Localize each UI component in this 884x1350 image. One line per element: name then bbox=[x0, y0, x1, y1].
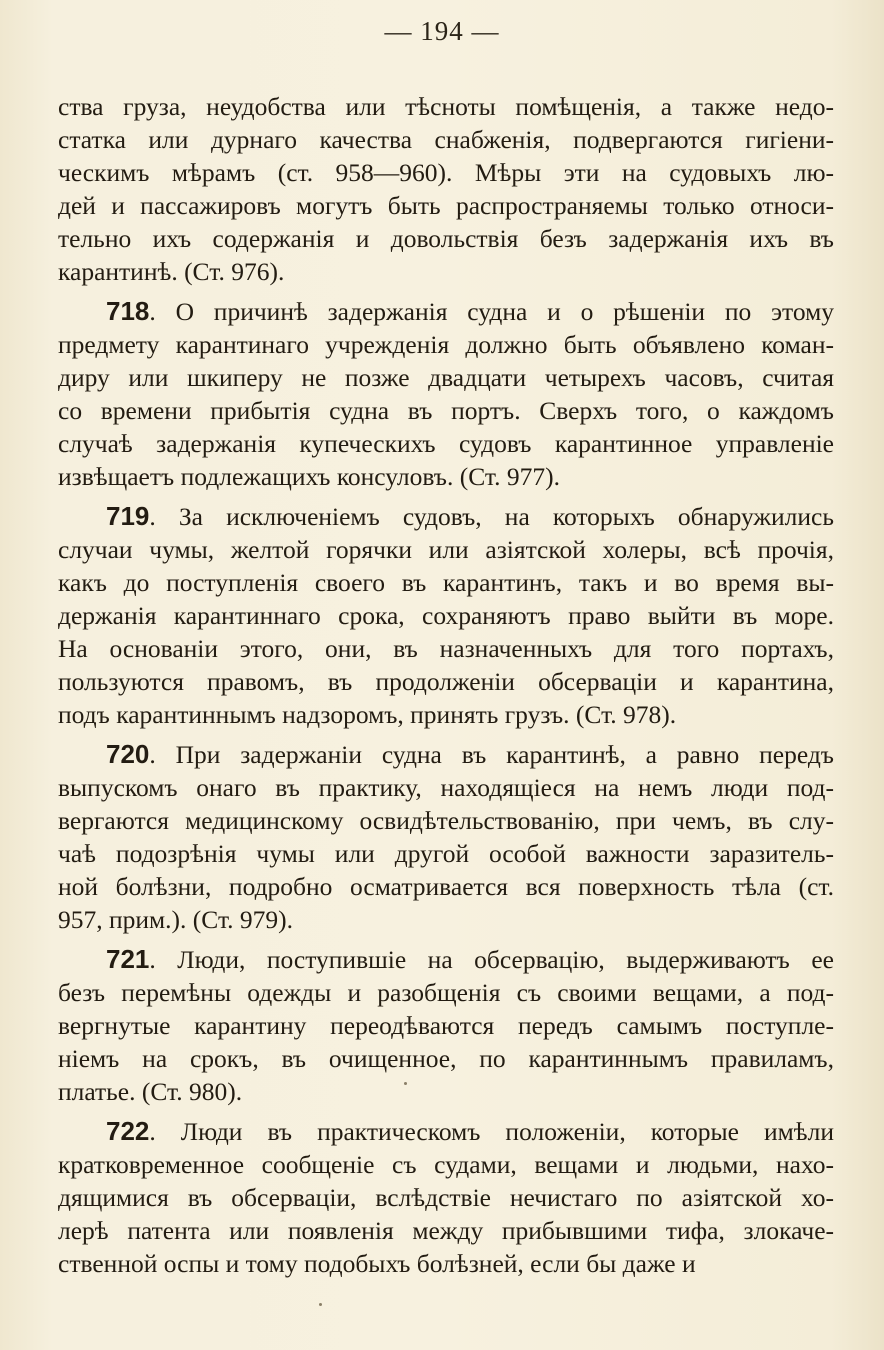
line-text: тельно ихъ содержанія и довольствія безъ задержанія ихъ въ bbox=[58, 224, 834, 253]
text-line bbox=[58, 222, 834, 255]
line-text: 957, прим.). (Ст. 979). bbox=[58, 905, 294, 934]
text-line bbox=[58, 500, 834, 533]
line-text: безъ перемѣны одежды и разобщенія съ своими вещами, а под- bbox=[58, 978, 834, 1007]
text-line bbox=[58, 1181, 834, 1214]
text-line bbox=[58, 90, 834, 123]
text-line bbox=[58, 156, 834, 189]
text-line bbox=[58, 738, 834, 771]
text-line bbox=[58, 1009, 834, 1042]
line-text: диру или шкиперу не позже двадцати четырехъ часовъ, считая bbox=[58, 363, 834, 392]
page-number: — 194 — bbox=[384, 16, 500, 46]
line-text: случаи чумы, желтой горячки или азіятской холеры, всѣ прочія, bbox=[58, 535, 834, 564]
text-line bbox=[58, 804, 834, 837]
line-text: пользуются правомъ, въ продолженіи обсерваціи и карантина, bbox=[58, 667, 834, 696]
line-text: извѣщаетъ подлежащихъ консуловъ. (Ст. 977). bbox=[58, 462, 560, 491]
line-text: . О причинѣ задержанія судна и о рѣшеніи по этому bbox=[149, 297, 834, 326]
line-text: ніемъ на срокъ, въ очищенное, по карантиннымъ правиламъ, bbox=[58, 1044, 834, 1073]
article-718 bbox=[58, 295, 834, 493]
line-text: . Люди, поступившіе на обсервацію, выдерживаютъ ее bbox=[149, 945, 834, 974]
text-line bbox=[58, 943, 834, 976]
text-line bbox=[58, 533, 834, 566]
text-line bbox=[58, 328, 834, 361]
line-text: держанія карантиннаго срока, сохраняютъ право выйти въ море. bbox=[58, 601, 834, 630]
article-number: 722 bbox=[106, 1116, 150, 1146]
text-line bbox=[58, 394, 834, 427]
line-text: лерѣ патента или появленія между прибывшими тифа, злокаче- bbox=[58, 1216, 834, 1245]
line-text: дей и пассажировъ могутъ быть распространяемы только относи- bbox=[58, 191, 834, 220]
line-text: выпускомъ онаго въ практику, находящіеся на немъ люди под- bbox=[58, 773, 834, 802]
print-speck bbox=[404, 1082, 407, 1085]
text-line bbox=[58, 1214, 834, 1247]
text-line bbox=[58, 976, 834, 1009]
line-text: платье. (Ст. 980). bbox=[58, 1077, 243, 1106]
text-line bbox=[58, 771, 834, 804]
text-line bbox=[58, 870, 834, 903]
article-number: 720 bbox=[106, 739, 150, 769]
line-text: подъ карантиннымъ надзоромъ, принять грузъ. (Ст. 978). bbox=[58, 700, 677, 729]
line-text: чаѣ подозрѣнія чумы или другой особой важности заразитель- bbox=[58, 839, 834, 868]
line-text: кратковременное сообщеніе съ судами, вещами и людьми, нахо- bbox=[58, 1150, 834, 1179]
line-text: ческимъ мѣрамъ (ст. 958—960). Мѣры эти на судовыхъ лю- bbox=[58, 158, 834, 187]
text-line bbox=[58, 1247, 834, 1280]
text-line bbox=[58, 1148, 834, 1181]
line-text: ной болѣзни, подробно осматривается вся поверхность тѣла (ст. bbox=[58, 872, 834, 901]
continuation-paragraph bbox=[58, 90, 834, 288]
article-number: 719 bbox=[106, 501, 150, 531]
text-line bbox=[58, 1075, 834, 1108]
text-line bbox=[58, 123, 834, 156]
text-line bbox=[58, 903, 834, 936]
text-line bbox=[58, 632, 834, 665]
line-text: ственной оспы и тому подобыхъ болѣзней, если бы даже и bbox=[58, 1249, 696, 1278]
article-721 bbox=[58, 943, 834, 1108]
line-text: случаѣ задержанія купеческихъ судовъ карантинное управленіе bbox=[58, 429, 834, 458]
text-line bbox=[58, 566, 834, 599]
line-text: карантинѣ. (Ст. 976). bbox=[58, 257, 285, 286]
page-text bbox=[58, 90, 834, 1280]
text-line bbox=[58, 837, 834, 870]
text-line bbox=[58, 427, 834, 460]
line-text: вергнутые карантину переодѣваются передъ самымъ поступле- bbox=[58, 1011, 834, 1040]
line-text: какъ до поступленія своего въ карантинъ, такъ и во время вы- bbox=[58, 568, 834, 597]
line-text: вергаются медицинскому освидѣтельствованію, при чемъ, въ слу- bbox=[58, 806, 834, 835]
line-text: предмету карантинаго учрежденія должно быть объявлено коман- bbox=[58, 330, 834, 359]
line-text: . При задержаніи судна въ карантинѣ, а равно передъ bbox=[149, 740, 834, 769]
print-speck bbox=[319, 1303, 322, 1306]
text-line bbox=[58, 1115, 834, 1148]
article-720 bbox=[58, 738, 834, 936]
line-text: со времени прибытія судна въ портъ. Сверхъ того, о каждомъ bbox=[58, 396, 834, 425]
text-line bbox=[58, 255, 834, 288]
line-text: дящимися въ обсерваціи, вслѣдствіе нечистаго по азіятской хо- bbox=[58, 1183, 834, 1212]
text-line bbox=[58, 189, 834, 222]
text-line bbox=[58, 698, 834, 731]
article-722 bbox=[58, 1115, 834, 1280]
article-number: 721 bbox=[106, 944, 150, 974]
line-text: . За исключеніемъ судовъ, на которыхъ обнаружились bbox=[149, 502, 834, 531]
line-text: статка или дурнаго качества снабженія, подвергаются гигіени- bbox=[58, 125, 834, 154]
text-line bbox=[58, 295, 834, 328]
line-text: На основаніи этого, они, въ назначенныхъ для того портахъ, bbox=[58, 634, 834, 663]
text-line bbox=[58, 361, 834, 394]
text-line bbox=[58, 665, 834, 698]
article-719 bbox=[58, 500, 834, 731]
line-text: ства груза, неудобства или тѣсноты помѣщенія, а также недо- bbox=[58, 92, 834, 121]
article-number: 718 bbox=[106, 296, 150, 326]
text-line bbox=[58, 460, 834, 493]
line-text: . Люди въ практическомъ положеніи, которые имѣли bbox=[149, 1117, 834, 1146]
text-line bbox=[58, 1042, 834, 1075]
text-line bbox=[58, 599, 834, 632]
